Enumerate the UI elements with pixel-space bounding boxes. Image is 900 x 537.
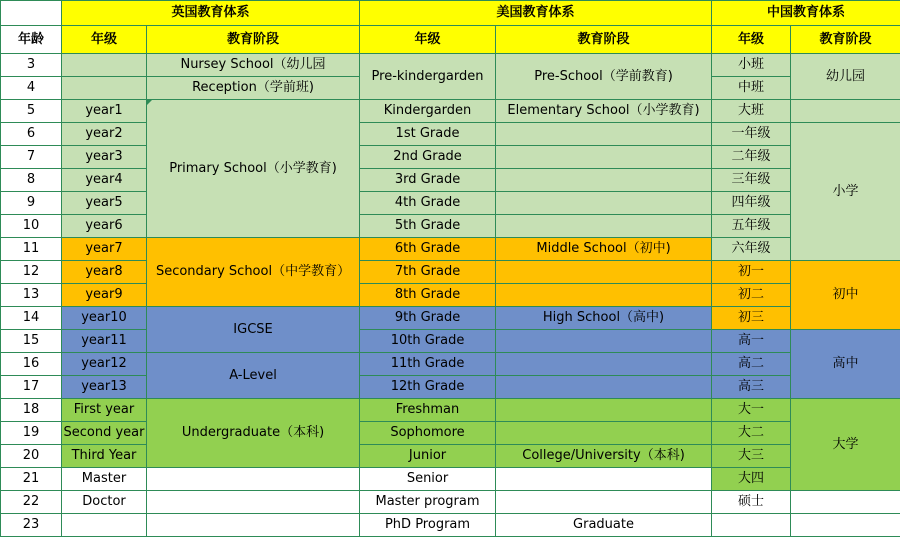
age-cell: 20 — [1, 445, 62, 468]
cn-grade-cell: 六年级 — [712, 238, 791, 261]
cn-grade-cell: 中班 — [712, 77, 791, 100]
header-cn-system: 中国教育体系 — [712, 1, 900, 26]
cn-grade-cell: 高二 — [712, 353, 791, 376]
table-row — [1, 330, 900, 353]
header-us-stage: 教育阶段 — [496, 26, 712, 54]
us-grade-cell: Senior — [360, 468, 496, 491]
uk-grade-cell: year6 — [62, 215, 147, 238]
cn-stage-cell — [791, 100, 900, 123]
us-stage-college: College/University（本科) — [496, 445, 712, 468]
cn-grade-cell: 高三 — [712, 376, 791, 399]
cn-grade-cell: 大一 — [712, 399, 791, 422]
header-cn-stage: 教育阶段 — [791, 26, 900, 54]
us-grade-cell: 3rd Grade — [360, 169, 496, 192]
cn-grade-cell: 大三 — [712, 445, 791, 468]
age-cell: 23 — [1, 514, 62, 537]
age-cell: 15 — [1, 330, 62, 353]
uk-grade-cell — [62, 514, 147, 537]
table-row — [1, 284, 900, 307]
us-stage-middle: Middle School（初中) — [496, 238, 712, 261]
table-row — [1, 353, 900, 376]
us-grade-cell: Junior — [360, 445, 496, 468]
cn-grade-cell: 初一 — [712, 261, 791, 284]
us-grade-cell: Freshman — [360, 399, 496, 422]
table-row — [1, 215, 900, 238]
cn-stage-senior: 高中 — [791, 330, 900, 399]
age-cell: 19 — [1, 422, 62, 445]
cn-stage-university: 大学 — [791, 399, 900, 491]
table-row — [1, 445, 900, 468]
table-row — [1, 100, 900, 123]
table-row — [1, 307, 900, 330]
uk-grade-cell: year12 — [62, 353, 147, 376]
cn-stage-junior: 初中 — [791, 261, 900, 330]
header-us-grade: 年级 — [360, 26, 496, 54]
cn-grade-cell: 小班 — [712, 54, 791, 77]
table-row — [1, 146, 900, 169]
us-grade-cell: 6th Grade — [360, 238, 496, 261]
us-stage-cell — [496, 284, 712, 307]
us-grade-cell: 1st Grade — [360, 123, 496, 146]
table-row — [1, 192, 900, 215]
uk-stage-alevel: A-Level — [147, 353, 360, 399]
uk-grade-cell: year5 — [62, 192, 147, 215]
uk-grade-cell: year7 — [62, 238, 147, 261]
header-uk-stage: 教育阶段 — [147, 26, 360, 54]
age-cell: 7 — [1, 146, 62, 169]
age-cell: 9 — [1, 192, 62, 215]
cn-grade-cell: 初三 — [712, 307, 791, 330]
us-stage-cell — [496, 215, 712, 238]
header-blank — [1, 1, 62, 26]
cn-grade-cell: 大班 — [712, 100, 791, 123]
uk-grade-cell: year13 — [62, 376, 147, 399]
header-uk-system: 英国教育体系 — [62, 1, 360, 26]
table-row — [1, 261, 900, 284]
header-uk-grade: 年级 — [62, 26, 147, 54]
table-row — [1, 399, 900, 422]
us-stage-cell — [496, 169, 712, 192]
age-cell: 12 — [1, 261, 62, 284]
cn-grade-cell: 大四 — [712, 468, 791, 491]
header-row-systems — [1, 1, 900, 26]
uk-grade-cell: year11 — [62, 330, 147, 353]
us-stage-cell — [496, 146, 712, 169]
us-stage-preschool: Pre-School（学前教育) — [496, 54, 712, 100]
us-stage-cell — [496, 261, 712, 284]
uk-stage-undergrad: Undergraduate（本科) — [147, 399, 360, 468]
uk-stage-cell — [147, 468, 360, 491]
uk-stage-cell — [147, 514, 360, 537]
us-stage-cell — [496, 353, 712, 376]
uk-stage-secondary: Secondary School（中学教育） — [147, 238, 360, 307]
us-grade-cell: 9th Grade — [360, 307, 496, 330]
uk-stage-reception: Reception（学前班) — [147, 77, 360, 100]
us-stage-graduate: Graduate — [496, 514, 712, 537]
us-grade-cell: 4th Grade — [360, 192, 496, 215]
age-cell: 6 — [1, 123, 62, 146]
age-cell: 14 — [1, 307, 62, 330]
age-cell: 10 — [1, 215, 62, 238]
us-stage-cell — [496, 192, 712, 215]
us-grade-cell: Pre-kindergarden — [360, 54, 496, 100]
us-grade-cell: 11th Grade — [360, 353, 496, 376]
table-row — [1, 123, 900, 146]
uk-grade-cell: year10 — [62, 307, 147, 330]
us-grade-cell: Kindergarden — [360, 100, 496, 123]
uk-grade-cell: year3 — [62, 146, 147, 169]
uk-stage-igcse: IGCSE — [147, 307, 360, 353]
cn-grade-cell: 三年级 — [712, 169, 791, 192]
table-row — [1, 376, 900, 399]
us-grade-cell: 8th Grade — [360, 284, 496, 307]
us-grade-cell: Sophomore — [360, 422, 496, 445]
cn-grade-cell: 四年级 — [712, 192, 791, 215]
cn-stage-cell — [791, 514, 900, 537]
cn-grade-cell: 二年级 — [712, 146, 791, 169]
us-grade-cell: 7th Grade — [360, 261, 496, 284]
cn-grade-cell: 初二 — [712, 284, 791, 307]
table-row — [1, 169, 900, 192]
us-grade-cell: 10th Grade — [360, 330, 496, 353]
uk-grade-cell: Doctor — [62, 491, 147, 514]
cn-grade-cell — [712, 514, 791, 537]
us-stage-cell — [496, 491, 712, 514]
us-stage-cell — [496, 422, 712, 445]
age-cell: 22 — [1, 491, 62, 514]
us-grade-cell: 5th Grade — [360, 215, 496, 238]
uk-stage-nursery: Nursey School（幼儿园 — [147, 54, 360, 77]
uk-grade-cell: year9 — [62, 284, 147, 307]
us-stage-cell — [496, 330, 712, 353]
us-grade-cell: 12th Grade — [360, 376, 496, 399]
cn-grade-cell: 五年级 — [712, 215, 791, 238]
uk-grade-cell: Third Year — [62, 445, 147, 468]
header-us-system: 美国教育体系 — [360, 1, 712, 26]
table-row — [1, 238, 900, 261]
cn-stage-cell — [791, 491, 900, 514]
age-cell: 18 — [1, 399, 62, 422]
us-grade-cell: Master program — [360, 491, 496, 514]
us-grade-cell: 2nd Grade — [360, 146, 496, 169]
table-row — [1, 514, 900, 537]
uk-grade-cell: year1 — [62, 100, 147, 123]
uk-grade-cell: year8 — [62, 261, 147, 284]
age-cell: 8 — [1, 169, 62, 192]
uk-grade-cell: year2 — [62, 123, 147, 146]
age-cell: 21 — [1, 468, 62, 491]
cn-grade-cell: 高一 — [712, 330, 791, 353]
header-cn-grade: 年级 — [712, 26, 791, 54]
uk-grade-cell: year4 — [62, 169, 147, 192]
uk-grade-cell: Master — [62, 468, 147, 491]
uk-grade-cell: First year — [62, 399, 147, 422]
age-cell: 11 — [1, 238, 62, 261]
us-stage-high: High School（高中) — [496, 307, 712, 330]
cn-stage-primary: 小学 — [791, 123, 900, 261]
uk-grade-cell — [62, 54, 147, 77]
table-row — [1, 422, 900, 445]
age-cell: 5 — [1, 100, 62, 123]
us-grade-cell: PhD Program — [360, 514, 496, 537]
uk-stage-cell — [147, 491, 360, 514]
table-row — [1, 468, 900, 491]
age-cell: 3 — [1, 54, 62, 77]
table-row — [1, 54, 900, 77]
us-stage-cell — [496, 123, 712, 146]
us-stage-cell — [496, 468, 712, 491]
age-cell: 16 — [1, 353, 62, 376]
table-row — [1, 491, 900, 514]
us-stage-cell — [496, 399, 712, 422]
age-cell: 4 — [1, 77, 62, 100]
uk-grade-cell — [62, 77, 147, 100]
uk-stage-primary: Primary School（小学教育) — [147, 100, 360, 238]
header-age: 年龄 — [1, 26, 62, 54]
header-row-columns — [1, 26, 900, 54]
uk-grade-cell: Second year — [62, 422, 147, 445]
age-cell: 13 — [1, 284, 62, 307]
age-cell: 17 — [1, 376, 62, 399]
cn-stage-kindergarten: 幼儿园 — [791, 54, 900, 100]
cn-grade-cell: 一年级 — [712, 123, 791, 146]
cn-grade-cell: 大二 — [712, 422, 791, 445]
us-stage-cell — [496, 376, 712, 399]
cn-grade-cell: 硕士 — [712, 491, 791, 514]
us-stage-elementary: Elementary School（小学教育) — [496, 100, 712, 123]
